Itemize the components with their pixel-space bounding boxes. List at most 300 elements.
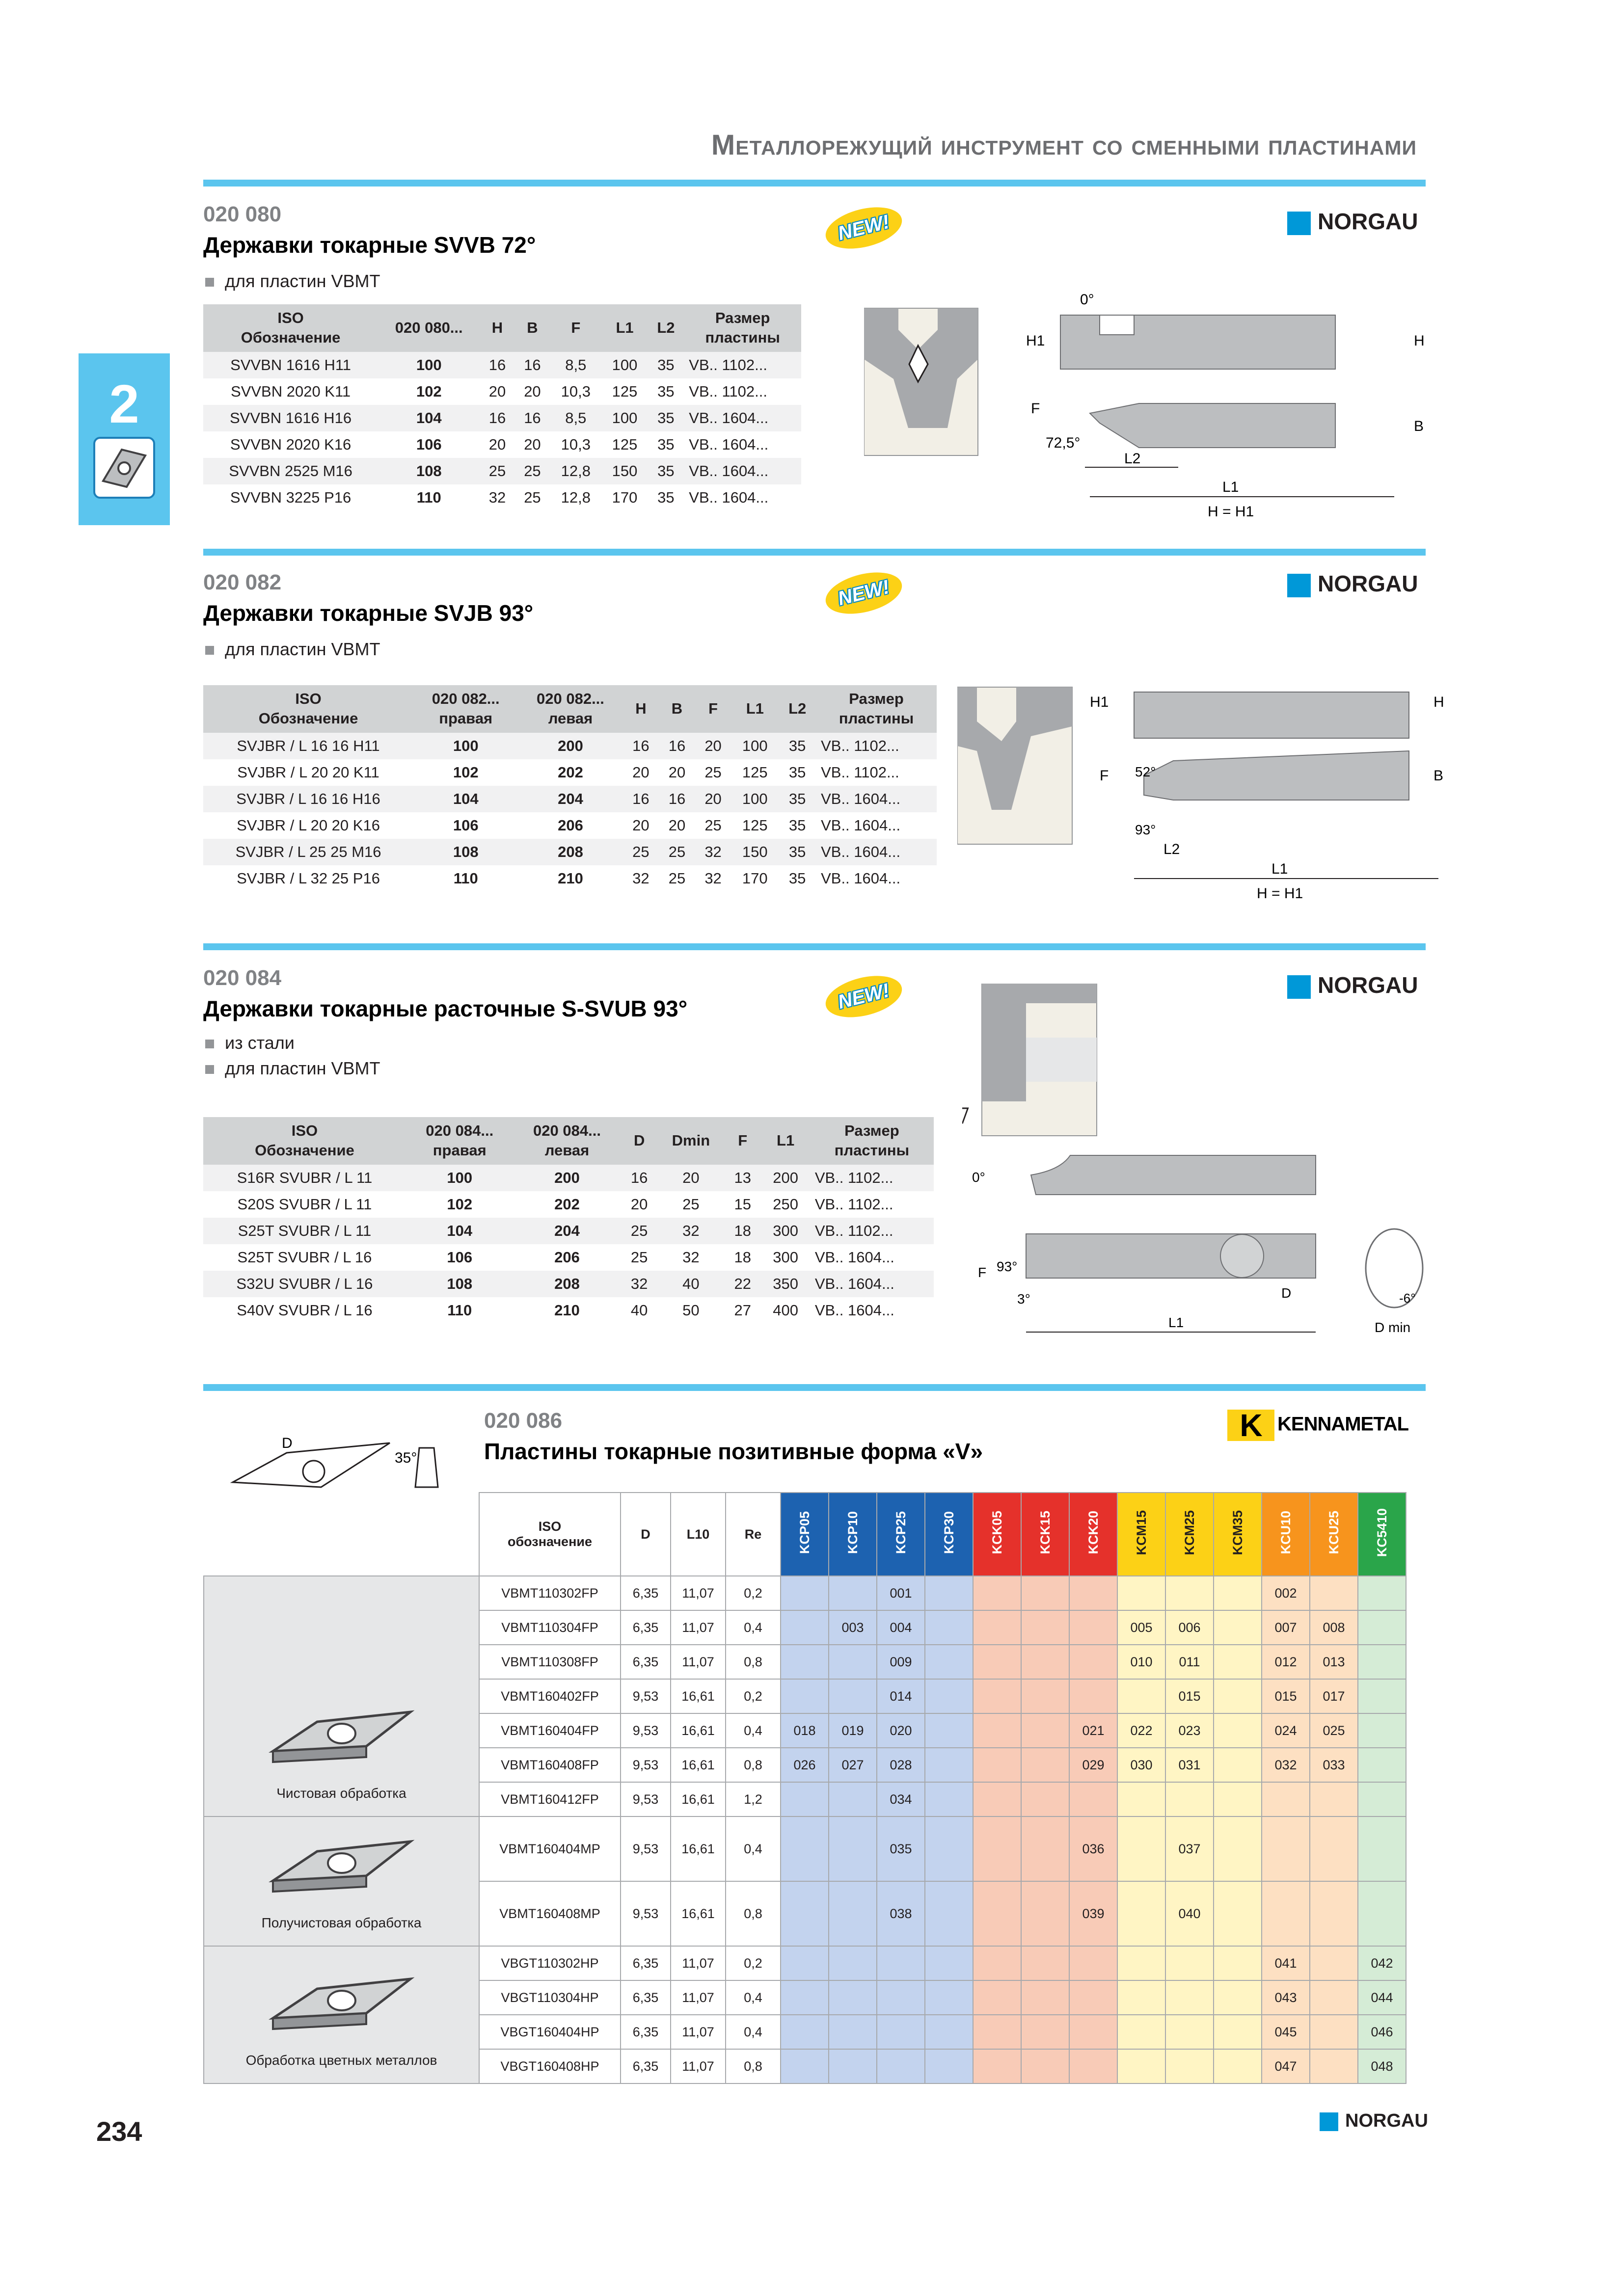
grade-code-cell (1358, 1713, 1406, 1748)
grade-code-cell (1358, 1881, 1406, 1946)
grade-code-cell: 006 (1165, 1610, 1214, 1645)
grade-code-cell (973, 1610, 1021, 1645)
insert-d-cell: 9,53 (621, 1748, 671, 1782)
insert-l10-cell: 11,07 (671, 2015, 726, 2049)
table-cell: 25 (695, 812, 731, 839)
grade-code-cell (1310, 2015, 1358, 2049)
grade-code-cell (1117, 1576, 1165, 1610)
grade-code-cell (1214, 1679, 1262, 1713)
grade-code-cell: 028 (877, 1748, 925, 1782)
table-cell: 204 (518, 786, 622, 812)
grade-code-cell (1358, 1679, 1406, 1713)
column-header: Dmin (658, 1117, 724, 1165)
insert-iso-cell: VBMT160404FP (479, 1713, 621, 1748)
grade-code-cell (1358, 1576, 1406, 1610)
table-cell: 210 (518, 865, 622, 892)
table-cell: SVJBR / L 16 16 H11 (203, 733, 413, 759)
table-cell: 16 (515, 405, 550, 431)
svg-text:H1: H1 (1026, 333, 1045, 349)
table-cell: 200 (514, 1165, 621, 1191)
grade-code-cell (781, 1881, 829, 1946)
grade-code-cell: 003 (829, 1610, 877, 1645)
grade-code-cell (1069, 2015, 1117, 2049)
grade-code-cell (973, 1576, 1021, 1610)
grade-code-cell (781, 2015, 829, 2049)
table-cell: VB.. 1604... (810, 1297, 934, 1324)
grade-code-cell: 001 (877, 1576, 925, 1610)
table-cell: 16 (515, 352, 550, 378)
grade-code-cell (973, 1645, 1021, 1679)
table-cell: 16 (659, 733, 695, 759)
grade-code-cell: 048 (1358, 2049, 1406, 2083)
grade-code-cell: 011 (1165, 1645, 1214, 1679)
inserts-title: Пластины токарные позитивные форма «V» (484, 1439, 983, 1464)
grade-code-cell (1117, 1980, 1165, 2015)
svg-text:L1: L1 (1222, 479, 1239, 495)
insert-image (263, 1969, 420, 2043)
grade-code-cell (1358, 1782, 1406, 1816)
table-cell: 25 (695, 759, 731, 786)
grade-code-cell (1117, 1816, 1165, 1881)
grade-code-cell: 026 (781, 1748, 829, 1782)
grade-code-cell (1021, 1881, 1069, 1946)
grade-code-cell: 021 (1069, 1713, 1117, 1748)
grade-code-cell (1165, 2015, 1214, 2049)
grade-code-cell (1214, 2049, 1262, 2083)
table-cell: 102 (378, 378, 480, 405)
grade-label: KCU10 (1278, 1511, 1293, 1554)
svg-text:L2: L2 (1124, 451, 1141, 467)
grade-code-cell (829, 2015, 877, 2049)
grade-code-cell: 009 (877, 1645, 925, 1679)
svg-text:93°: 93° (1135, 822, 1156, 837)
table-cell: SVVBN 3225 P16 (203, 484, 378, 511)
table-cell: 125 (731, 759, 779, 786)
grade-code-cell (781, 1610, 829, 1645)
table-cell: 170 (602, 484, 648, 511)
insert-d-cell: 9,53 (621, 1816, 671, 1881)
insert-d-cell: 6,35 (621, 1980, 671, 2015)
insert-d-cell: 6,35 (621, 2049, 671, 2083)
insert-l10-cell: 16,61 (671, 1679, 726, 1713)
grade-code-cell (829, 1816, 877, 1881)
grade-code-cell: 002 (1262, 1576, 1310, 1610)
grade-code-cell (1214, 1782, 1262, 1816)
table-cell: VB.. 1604... (684, 458, 801, 484)
table-cell: 110 (413, 865, 518, 892)
column-header: Размер пластины (684, 304, 801, 352)
grade-code-cell (829, 1782, 877, 1816)
table-cell: 200 (761, 1165, 810, 1191)
svg-text:72,5°: 72,5° (1046, 435, 1081, 451)
grade-code-cell (925, 1645, 973, 1679)
table-cell: 32 (695, 839, 731, 865)
table-row (203, 865, 937, 892)
insert-d-cell: 6,35 (621, 1576, 671, 1610)
table-cell: 100 (413, 733, 518, 759)
insert-l10-cell: 11,07 (671, 1980, 726, 2015)
table-cell: 35 (648, 431, 684, 458)
grade-code-cell (1069, 1980, 1117, 2015)
inserts-code: 020 086 (484, 1409, 563, 1433)
table-cell: 16 (623, 786, 659, 812)
insert-re-cell: 0,2 (726, 1946, 781, 1980)
table-cell: 102 (413, 759, 518, 786)
grade-header (781, 1493, 829, 1576)
table-cell: 110 (406, 1297, 514, 1324)
table-row (203, 812, 937, 839)
grade-label: KCP10 (845, 1511, 860, 1554)
norgau-logo: NORGAU (1287, 208, 1418, 235)
table-cell: 208 (514, 1271, 621, 1297)
column-header: D (621, 1117, 657, 1165)
insert-d-cell: 6,35 (621, 1610, 671, 1645)
table-cell: 25 (515, 484, 550, 511)
grade-label: KCM15 (1134, 1510, 1149, 1555)
table-cell: 32 (658, 1244, 724, 1271)
section-code: 020 084 (203, 966, 282, 990)
grade-code-cell (1214, 1576, 1262, 1610)
grade-code-cell (877, 1946, 925, 1980)
table-cell: 108 (413, 839, 518, 865)
table-cell: 250 (761, 1191, 810, 1218)
grade-code-cell (1069, 1946, 1117, 1980)
grade-code-cell (1214, 1946, 1262, 1980)
grade-code-cell (877, 1980, 925, 2015)
grade-code-cell (1021, 1748, 1069, 1782)
svg-text:H: H (1434, 694, 1444, 710)
grade-code-cell (1262, 1881, 1310, 1946)
table-row (203, 1271, 934, 1297)
grade-code-cell (1310, 1816, 1358, 1881)
table-cell: 206 (514, 1244, 621, 1271)
insert-l10-cell: 11,07 (671, 1576, 726, 1610)
table-row (203, 1218, 934, 1244)
grade-label: KC5410 (1374, 1508, 1389, 1557)
grade-code-cell: 023 (1165, 1713, 1214, 1748)
insert-group-cell (204, 1816, 479, 1946)
page-number: 234 (96, 2116, 142, 2147)
grade-code-cell (1165, 1980, 1214, 2015)
table-row (203, 484, 801, 511)
insert-re-cell: 0,4 (726, 1980, 781, 2015)
column-header: L1 (731, 685, 779, 733)
table-cell: VB.. 1102... (816, 733, 937, 759)
grade-code-cell: 047 (1262, 2049, 1310, 2083)
column-header: F (550, 304, 601, 352)
grade-code-cell (1021, 1576, 1069, 1610)
insert-d-cell: 6,35 (621, 2015, 671, 2049)
grade-header (973, 1493, 1021, 1576)
grade-label: KCM25 (1182, 1510, 1197, 1555)
insert-iso-cell: VBMT160412FP (479, 1782, 621, 1816)
table-cell: 35 (648, 405, 684, 431)
grade-label: KCP25 (893, 1511, 908, 1554)
insert-group-label: Получистовая обработка (261, 1915, 422, 1930)
insert-group-cell (204, 1576, 479, 1816)
table-cell: VB.. 1604... (816, 812, 937, 839)
svg-text:L2: L2 (1163, 841, 1180, 857)
grade-header (829, 1493, 877, 1576)
table-cell: 32 (621, 1271, 657, 1297)
table-cell: 202 (514, 1191, 621, 1218)
grade-code-cell (1165, 1576, 1214, 1610)
table-cell: S40V SVUBR / L 16 (203, 1297, 406, 1324)
column-header: ISO Обозначение (203, 1117, 406, 1165)
section-title: Державки токарные SVVB 72° (203, 232, 536, 258)
grade-code-cell: 040 (1165, 1881, 1214, 1946)
table-cell: 300 (761, 1218, 810, 1244)
dim-label: 0° (1080, 292, 1094, 308)
insert-l10-cell: 16,61 (671, 1782, 726, 1816)
insert-l10-cell: 11,07 (671, 1946, 726, 1980)
section-code: 020 080 (203, 202, 282, 226)
table-cell: VB.. 1102... (810, 1191, 934, 1218)
grade-code-cell: 017 (1310, 1679, 1358, 1713)
grade-code-cell (1310, 1881, 1358, 1946)
column-header: ISO Обозначение (203, 685, 413, 733)
grade-code-cell: 019 (829, 1713, 877, 1748)
grade-code-cell: 004 (877, 1610, 925, 1645)
section-title: Державки токарные SVJB 93° (203, 600, 534, 626)
grade-label: KCK05 (989, 1511, 1004, 1554)
grade-code-cell (1214, 1881, 1262, 1946)
grade-code-cell (925, 1610, 973, 1645)
table-cell: 125 (731, 812, 779, 839)
grade-code-cell (1310, 1946, 1358, 1980)
grade-code-cell (1214, 1713, 1262, 1748)
insert-iso-cell: VBGT160404HP (479, 2015, 621, 2049)
insert-re-cell: 0,8 (726, 1748, 781, 1782)
grade-code-cell (925, 1576, 973, 1610)
svg-text:H: H (1414, 333, 1425, 349)
table-cell: VB.. 1604... (816, 865, 937, 892)
grade-code-cell (829, 2049, 877, 2083)
grade-code-cell (973, 1980, 1021, 2015)
grade-code-cell (781, 1645, 829, 1679)
grade-header (1165, 1493, 1214, 1576)
table-cell: 202 (518, 759, 622, 786)
grade-code-cell (1214, 1645, 1262, 1679)
insert-group-label: Чистовая обработка (276, 1786, 406, 1801)
table-cell: 208 (518, 839, 622, 865)
grade-code-cell: 039 (1069, 1881, 1117, 1946)
grade-code-cell: 035 (877, 1816, 925, 1881)
section-code: 020 082 (203, 570, 282, 594)
column-header: B (659, 685, 695, 733)
grade-code-cell (781, 1679, 829, 1713)
table-cell: S20S SVUBR / L 11 (203, 1191, 406, 1218)
table-cell: 12,8 (550, 484, 601, 511)
table-cell: 35 (648, 378, 684, 405)
table-cell: 100 (406, 1165, 514, 1191)
column-header: ISO обозначение (479, 1493, 621, 1576)
table-cell: 210 (514, 1297, 621, 1324)
table-cell: SVVBN 2020 K11 (203, 378, 378, 405)
chapter-number: 2 (109, 374, 139, 434)
grade-code-cell (925, 1816, 973, 1881)
insert-iso-cell: VBMT110302FP (479, 1576, 621, 1610)
table-cell: 18 (724, 1244, 761, 1271)
svg-text:93°: 93° (997, 1259, 1018, 1274)
grade-code-cell (973, 1713, 1021, 1748)
grade-code-cell (973, 1782, 1021, 1816)
table-cell: 10,3 (550, 378, 601, 405)
svg-text:F: F (1031, 400, 1040, 417)
insert-re-cell: 0,4 (726, 1610, 781, 1645)
table-cell: 100 (731, 733, 779, 759)
grade-code-cell: 037 (1165, 1816, 1214, 1881)
table-row (203, 1165, 934, 1191)
table-cell: VB.. 1102... (684, 352, 801, 378)
grade-code-cell (1069, 1645, 1117, 1679)
holder-drawing-svvb (864, 291, 1429, 526)
insert-row (204, 1576, 1406, 1610)
chapter-tab[interactable] (79, 353, 170, 525)
table-cell: 25 (659, 839, 695, 865)
bullet: для пластин VBMT (205, 639, 380, 660)
grade-code-cell (1021, 2049, 1069, 2083)
grade-code-cell (829, 1980, 877, 2015)
table-cell: 10,3 (550, 431, 601, 458)
grade-code-cell: 020 (877, 1713, 925, 1748)
column-header: 020 084... левая (514, 1117, 621, 1165)
grade-code-cell (1214, 1816, 1262, 1881)
table-cell: VB.. 1604... (816, 786, 937, 812)
table-cell: 110 (378, 484, 480, 511)
grade-code-cell (781, 2049, 829, 2083)
grade-code-cell: 010 (1117, 1645, 1165, 1679)
table-cell: 16 (623, 733, 659, 759)
svg-text:D: D (1281, 1285, 1292, 1301)
table-cell: 32 (695, 865, 731, 892)
grade-code-cell (925, 2015, 973, 2049)
grade-code-cell (829, 1645, 877, 1679)
grade-code-cell (1358, 1645, 1406, 1679)
table-row (203, 759, 937, 786)
grade-code-cell (1117, 1881, 1165, 1946)
insert-iso-cell: VBMT160408MP (479, 1881, 621, 1946)
insert-re-cell: 0,8 (726, 1645, 781, 1679)
grade-code-cell (973, 1881, 1021, 1946)
table-cell: 8,5 (550, 352, 601, 378)
table-cell: 16 (621, 1165, 657, 1191)
grade-label: KCP05 (797, 1511, 812, 1554)
svg-text:H = H1: H = H1 (1257, 885, 1303, 902)
insert-d-cell: 9,53 (621, 1782, 671, 1816)
grade-code-cell: 034 (877, 1782, 925, 1816)
table-cell: 32 (480, 484, 514, 511)
table-cell: 50 (658, 1297, 724, 1324)
norgau-logo: NORGAU (1287, 570, 1418, 597)
blank-header (204, 1493, 479, 1576)
grade-code-cell (829, 1576, 877, 1610)
column-header: Re (726, 1493, 781, 1576)
grade-code-cell (973, 2015, 1021, 2049)
insert-re-cell: 0,8 (726, 2049, 781, 2083)
table-cell: 25 (623, 839, 659, 865)
grade-code-cell (829, 1946, 877, 1980)
norgau-logo: NORGAU (1287, 972, 1418, 999)
column-header: 020 082... левая (518, 685, 622, 733)
table-cell: 35 (779, 759, 816, 786)
insert-iso-cell: VBMT160404MP (479, 1816, 621, 1881)
grade-header (925, 1493, 973, 1576)
section-rule (203, 943, 1426, 950)
inserts-table (203, 1492, 1407, 2084)
grade-code-cell (781, 1980, 829, 2015)
table-cell: 27 (724, 1297, 761, 1324)
table-cell: 16 (480, 405, 514, 431)
column-header: H (623, 685, 659, 733)
grade-code-cell (781, 1782, 829, 1816)
table-row (203, 839, 937, 865)
table-cell: 32 (623, 865, 659, 892)
table-cell: 400 (761, 1297, 810, 1324)
grade-code-cell: 044 (1358, 1980, 1406, 2015)
table-cell: 300 (761, 1244, 810, 1271)
table-cell: 15 (724, 1191, 761, 1218)
table-cell: 100 (602, 405, 648, 431)
table-row (203, 1297, 934, 1324)
grade-header (1358, 1493, 1406, 1576)
grade-code-cell: 041 (1262, 1946, 1310, 1980)
table-cell: SVVBN 1616 H11 (203, 352, 378, 378)
table-cell: 35 (779, 865, 816, 892)
top-rule (203, 180, 1426, 187)
table-cell: 150 (602, 458, 648, 484)
table-cell: 35 (779, 812, 816, 839)
svg-text:35°: 35° (395, 1450, 417, 1466)
table-cell: 20 (621, 1191, 657, 1218)
grade-code-cell (1069, 1679, 1117, 1713)
table-cell: SVVBN 2525 M16 (203, 458, 378, 484)
grade-code-cell (829, 1881, 877, 1946)
table-cell: 106 (406, 1244, 514, 1271)
insert-iso-cell: VBGT110302HP (479, 1946, 621, 1980)
table-cell: 170 (731, 865, 779, 892)
insert-re-cell: 0,8 (726, 1881, 781, 1946)
grade-code-cell (1069, 1610, 1117, 1645)
table-cell: 104 (413, 786, 518, 812)
insert-iso-cell: VBMT110304FP (479, 1610, 621, 1645)
table-cell: 25 (658, 1191, 724, 1218)
grade-code-cell (1310, 2049, 1358, 2083)
grade-code-cell: 014 (877, 1679, 925, 1713)
column-header: Размер пластины (816, 685, 937, 733)
grade-code-cell (781, 1576, 829, 1610)
insert-d-cell: 9,53 (621, 1881, 671, 1946)
insert-row (204, 1946, 1406, 1980)
table-cell: 25 (480, 458, 514, 484)
grade-code-cell (973, 1679, 1021, 1713)
table-cell: 350 (761, 1271, 810, 1297)
grade-code-cell (1214, 1748, 1262, 1782)
table-cell: S32U SVUBR / L 16 (203, 1271, 406, 1297)
table-cell: VB.. 1102... (810, 1218, 934, 1244)
grade-header (1214, 1493, 1262, 1576)
insert-group-label: Обработка цветных металлов (245, 2053, 437, 2068)
table-row (203, 1244, 934, 1271)
insert-re-cell: 0,2 (726, 1679, 781, 1713)
table-cell: SVJBR / L 20 20 K16 (203, 812, 413, 839)
svg-text:H1: H1 (1090, 694, 1109, 710)
grade-code-cell (1310, 1782, 1358, 1816)
grade-label: KCM35 (1230, 1510, 1245, 1555)
grade-code-cell (1214, 2015, 1262, 2049)
grade-code-cell: 042 (1358, 1946, 1406, 1980)
grade-code-cell: 043 (1262, 1980, 1310, 2015)
